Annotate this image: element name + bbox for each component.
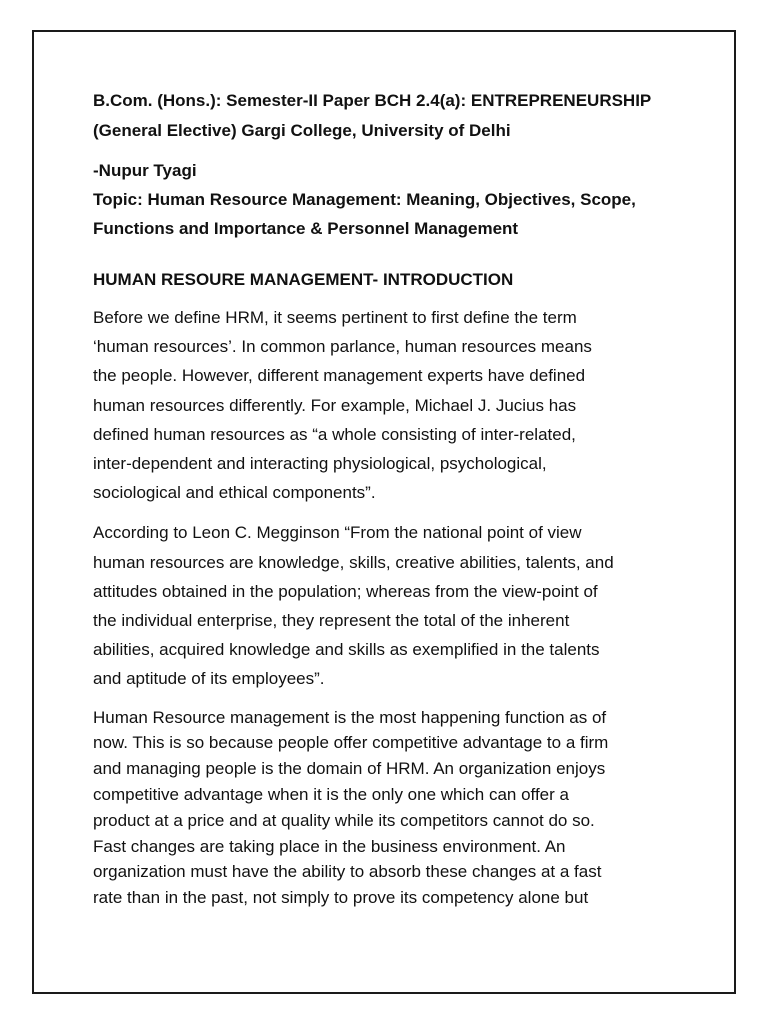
section-heading: HUMAN RESOURE MANAGEMENT- INTRODUCTION: [93, 270, 514, 289]
paragraph-line: defined human resources as “a whole consisting of inter-related,: [93, 424, 576, 444]
paragraph-line: Fast changes are taking place in the business environment. An: [93, 836, 566, 856]
paragraph-line: Human Resource management is the most happening function as of: [93, 707, 607, 727]
paragraph-line: sociological and ethical components”.: [93, 483, 376, 503]
paragraph-line: competitive advantage when it is the only one which can offer a: [93, 785, 569, 805]
paragraph-line: human resources differently. For example, Michael J. Jucius has: [93, 395, 577, 415]
topic-line-1: Topic: Human Resource Management: Meaning, Objectives, Scope,: [93, 190, 636, 209]
paragraph-line: human resources are knowledge, skills, creative abilities, talents, and: [93, 552, 614, 572]
paragraph-line: now. This is so because people offer competitive advantage to a firm: [93, 733, 609, 753]
paragraph-line: Before we define HRM, it seems pertinent to first define the term: [93, 308, 577, 327]
paragraph-line: rate than in the past, not simply to prove its competency alone but: [93, 888, 589, 908]
topic-line-2: Functions and Importance & Personnel Management: [93, 219, 519, 238]
paragraph-line: and managing people is the domain of HRM. An organization enjoys: [93, 759, 606, 779]
paragraph-hrm-importance: [93, 705, 693, 911]
course-header-line-1: B.Com. (Hons.): Semester-II Paper BCH 2.4(a): ENTREPRENEURSHIP: [93, 91, 652, 110]
paragraph-line: ‘human resources’. In common parlance, human resources means: [93, 337, 592, 357]
paragraph-megginson-quote: [93, 518, 693, 693]
course-header-line-2: (General Elective) Gargi College, University of Delhi: [93, 121, 511, 140]
paragraph-line: abilities, acquired knowledge and skills as exemplified in the talents: [93, 640, 600, 660]
document-body: [93, 86, 693, 911]
paragraph-line: organization must have the ability to absorb these changes at a fast: [93, 862, 602, 882]
paragraph-line: the individual enterprise, they represent the total of the inherent: [93, 611, 570, 631]
paragraph-line: and aptitude of its employees”.: [93, 669, 325, 689]
paragraph-line: According to Leon C. Megginson “From the national point of view: [93, 523, 582, 543]
paragraph-line: product at a price and at quality while its competitors cannot do so.: [93, 810, 595, 830]
author-name: -Nupur Tyagi: [93, 161, 197, 180]
paragraph-line: attitudes obtained in the population; whereas from the view-point of: [93, 581, 598, 601]
paragraph-line: the people. However, different management experts have defined: [93, 366, 586, 386]
paragraph-line: inter-dependent and interacting physiological, psychological,: [93, 454, 547, 474]
paragraph-hr-definition: [93, 303, 693, 507]
